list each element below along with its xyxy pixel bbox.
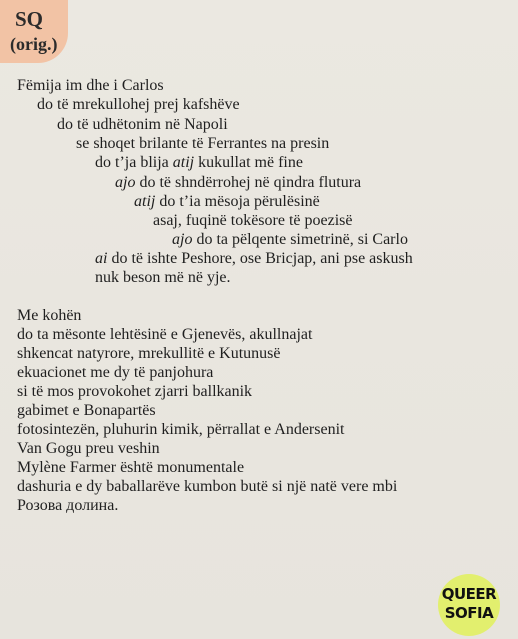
poem-line: Van Gogu preu veshin (17, 440, 160, 457)
poem-line: se shoqet brilante të Ferrantes na presin (76, 135, 330, 152)
poem-line: ajo do ta pëlqente simetrinë, si Carlo (172, 231, 408, 248)
poem-line: do të mrekullohej prej kafshëve (37, 96, 240, 113)
poem-line: do ta mësonte lehtësinë e Gjenevës, akullnajat (17, 326, 313, 343)
poem-line: do t’ja blija atij kukullat më fine (95, 154, 303, 171)
poem-line: Fëmija im dhe i Carlos (17, 77, 164, 94)
poem-line: Me kohën (17, 307, 82, 324)
poem-line: fotosintezën, pluhurin kimik, përrallat e Andersenit (17, 421, 345, 438)
poem-line: asaj, fuqinë tokësore të poezisë (153, 212, 353, 229)
poem-line: ajo do të shndërrohej në qindra flutura (115, 174, 362, 191)
poem-line: do të udhëtonim në Napoli (57, 116, 228, 133)
poem-line: Mylène Farmer është monumentale (17, 459, 245, 476)
queer-sofia-logo (438, 574, 500, 636)
poem-line: ai do të ishte Peshore, ose Bricjap, ani pse askush (95, 250, 413, 267)
language-tag (0, 0, 68, 63)
poem-line: nuk beson më në yje. (95, 269, 231, 286)
poem-line: dashuria e dy baballarëve kumbon butë si një natë vere mbi (17, 478, 398, 495)
poem-line: ekuacionet me dy të panjohura (17, 364, 214, 381)
poem-line: gabimet e Bonapartës (17, 402, 156, 419)
poem-line: si të mos provokohet zjarri ballkanik (17, 383, 253, 400)
logo-text-bottom: SOFIA (444, 604, 494, 622)
language-subtitle: (orig.) (10, 34, 58, 54)
poem-line: shkencat natyrore, mrekullitë e Kutunusë (17, 345, 281, 362)
poem-line: atij do t’ia mësoja përulësinë (134, 193, 320, 210)
logo-text-top: QUEER (441, 585, 497, 603)
language-code: SQ (15, 7, 44, 31)
poem-line: Розова долина. (17, 497, 119, 514)
